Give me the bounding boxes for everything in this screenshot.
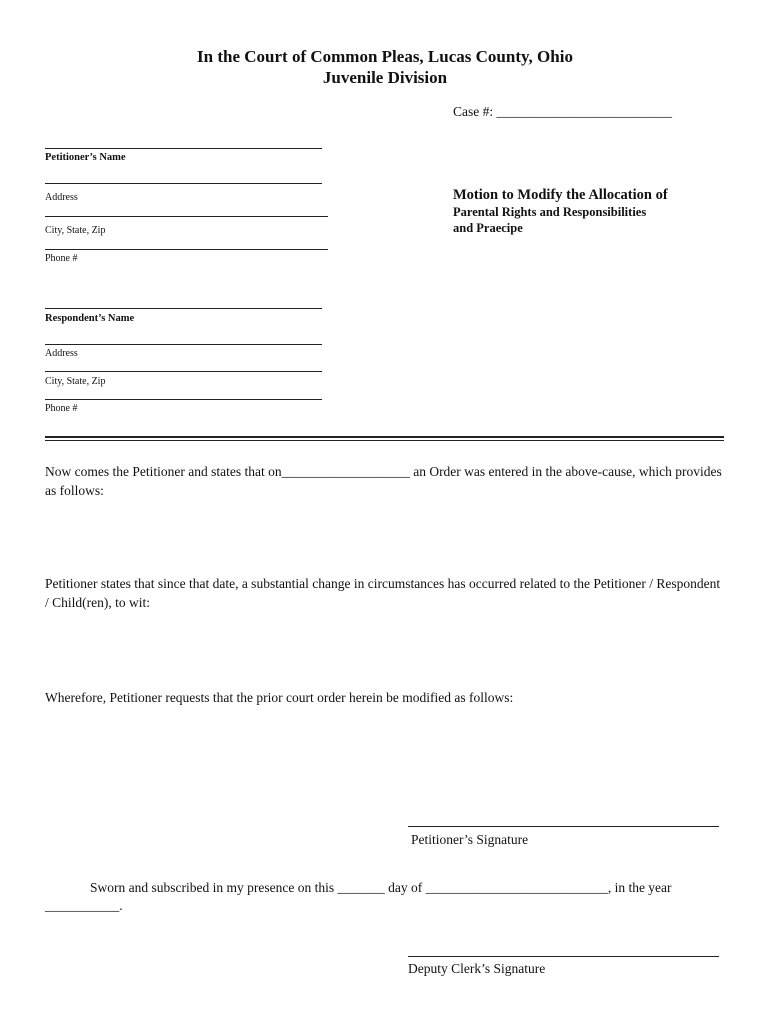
respondent-phone-line[interactable] xyxy=(45,399,322,400)
respondent-city-line[interactable] xyxy=(45,371,322,372)
petitioner-phone-line[interactable] xyxy=(45,249,328,250)
petitioner-signature-label: Petitioner’s Signature xyxy=(411,832,529,847)
sworn-statement-line2: ___________. xyxy=(45,898,123,913)
wherefore-paragraph: Wherefore, Petitioner requests that the prior court order herein be modified as follows: xyxy=(45,690,514,705)
separator-rule-bottom xyxy=(45,440,724,441)
motion-title-line3: and Praecipe xyxy=(453,221,523,235)
court-title: In the Court of Common Pleas, Lucas County, Ohio xyxy=(197,47,573,66)
motion-title-line2: Parental Rights and Responsibilities xyxy=(453,205,647,219)
sworn-statement-line1: Sworn and subscribed in my presence on this _______ day of ___________________________, in the year xyxy=(90,880,672,895)
petitioner-signature-line[interactable] xyxy=(408,826,719,827)
respondent-address-line[interactable] xyxy=(45,344,322,345)
petitioner-address-line[interactable] xyxy=(45,183,322,184)
petitioner-name-line[interactable] xyxy=(45,148,322,149)
respondent-city-label: City, State, Zip xyxy=(45,376,106,387)
respondent-name-label: Respondent’s Name xyxy=(45,313,135,324)
respondent-name-line[interactable] xyxy=(45,308,322,309)
change-circumstances-paragraph: Petitioner states that since that date, a substantial change in circumstances has occurred related to the Petitioner / Respondent / Child(ren), to wit: xyxy=(45,576,721,610)
clerk-signature-line[interactable] xyxy=(408,956,719,957)
petitioner-city-label: City, State, Zip xyxy=(45,225,106,236)
petitioner-address-label: Address xyxy=(45,192,78,203)
petitioner-name-label: Petitioner’s Name xyxy=(45,152,126,163)
separator-rule-top xyxy=(45,436,724,438)
division-title: Juvenile Division xyxy=(322,68,448,87)
petitioner-city-line[interactable] xyxy=(45,216,328,217)
respondent-phone-label: Phone # xyxy=(45,403,78,414)
respondent-address-label: Address xyxy=(45,348,78,359)
order-date-paragraph: Now comes the Petitioner and states that on___________________ an Order was entered in the above-cause, which provides as follows: xyxy=(45,464,722,498)
motion-title-line1: Motion to Modify the Allocation of xyxy=(453,187,668,203)
case-number-field[interactable]: Case #: __________________________ xyxy=(453,104,672,119)
clerk-signature-label: Deputy Clerk’s Signature xyxy=(408,961,546,976)
petitioner-phone-label: Phone # xyxy=(45,253,78,264)
